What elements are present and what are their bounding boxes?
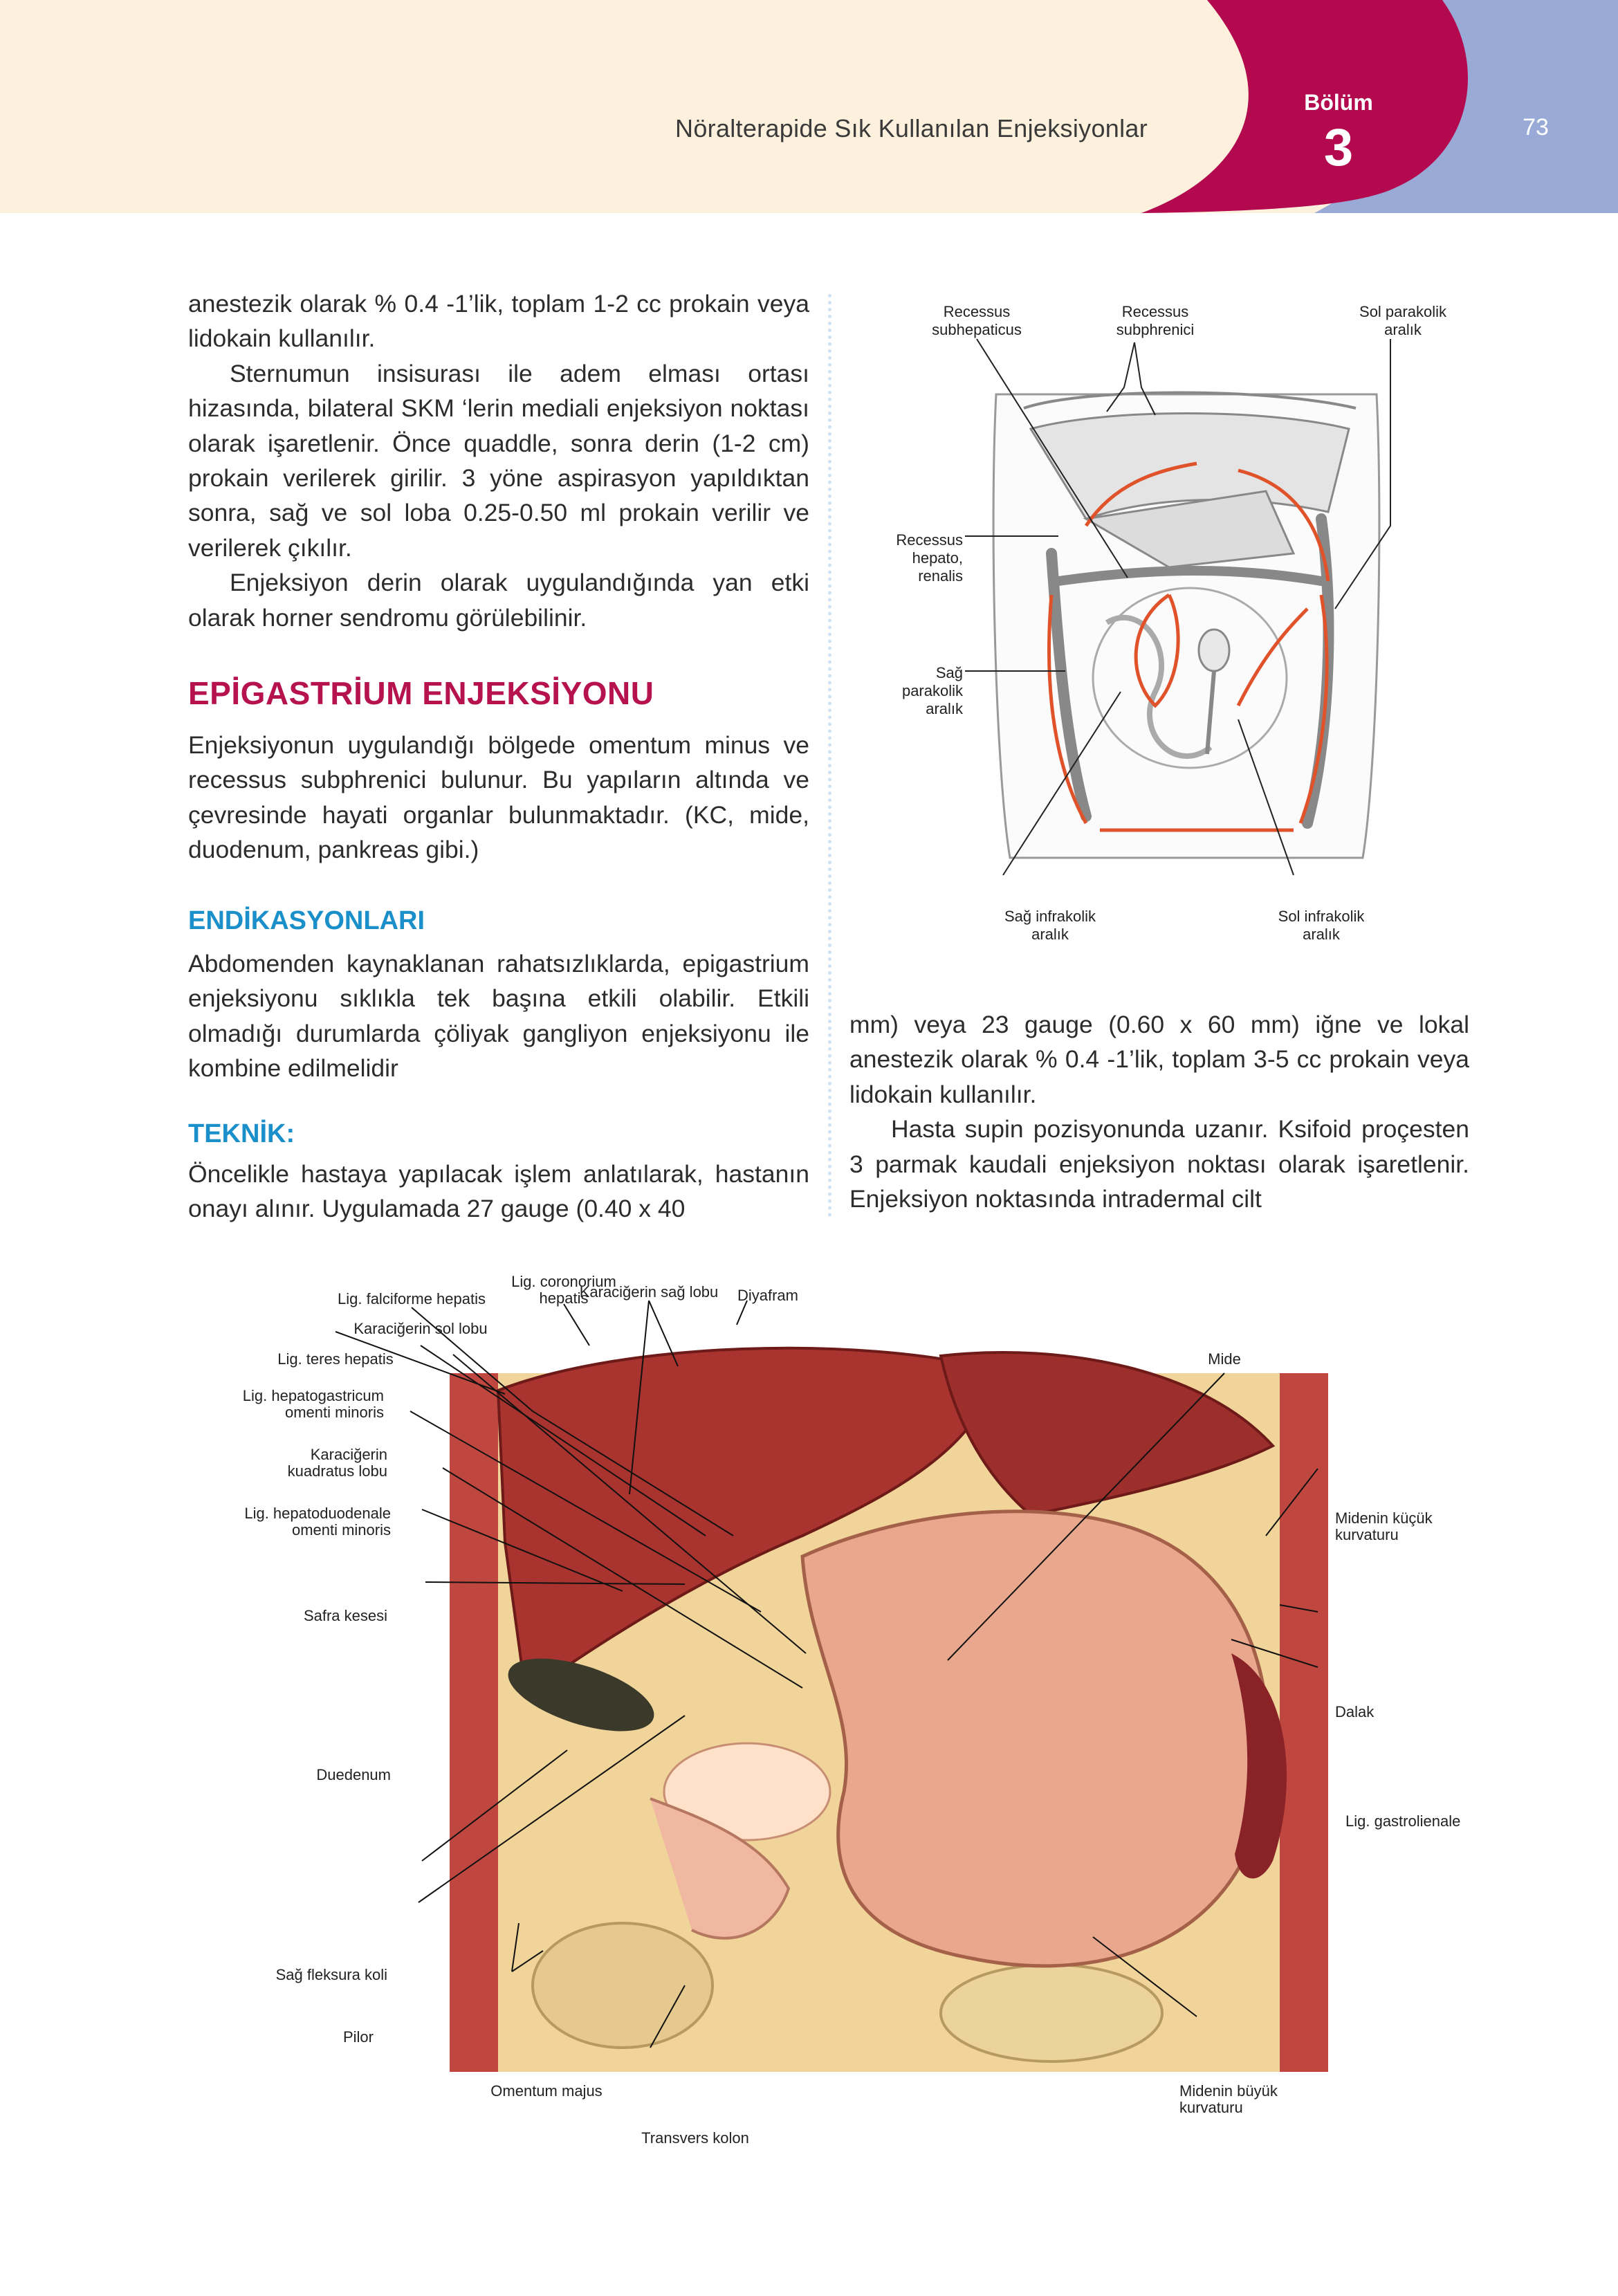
svg-text:Lig. coronoriumhepatis: Lig. coronorium hepatis	[511, 1273, 616, 1307]
svg-text:Sol parakolikaralık: Sol parakolik aralık	[1359, 303, 1446, 338]
anatomy-illustration	[450, 1348, 1328, 2072]
svg-text:Lig. gastrolienale: Lig. gastrolienale	[1345, 1812, 1461, 1830]
paragraph: Öncelikle hastaya yapılacak işlem anlatılarak, hastanın onayı alınır. Uygulamada 27 gauge (0.40 x 40	[188, 1160, 809, 1223]
svg-text:Sağ fleksura koli: Sağ fleksura koli	[275, 1966, 387, 1983]
svg-text:Recessushepato,renalis: Recessus hepato, renalis	[896, 531, 963, 585]
svg-text:Diyafram: Diyafram	[737, 1287, 799, 1304]
paragraph: Abdomenden kaynaklanan rahatsızlıklarda, epigastrium enjeksiyonu sıklıkla tek başına etkili olabilir. Etkili olmadığı durumlarda çöliyak gangliyon enjeksiyonu ile kombine edilmelidir	[188, 950, 809, 1083]
svg-text:Omentum majus: Omentum majus	[490, 2082, 603, 2100]
svg-text:Pilor: Pilor	[342, 2028, 374, 2046]
abdomen-drawing	[993, 393, 1379, 858]
svg-text:Transvers kolon: Transvers kolon	[641, 2129, 749, 2147]
abdominal-spaces-figure	[879, 291, 1473, 968]
svg-text:Midenin büyükkurvaturu: Midenin büyük kurvaturu	[1179, 2082, 1278, 2116]
chapter-label: Bölüm	[1304, 90, 1373, 115]
svg-text:Sol infrakolikaralık: Sol infrakolik aralık	[1278, 908, 1365, 943]
section-text	[188, 728, 809, 867]
section-title: EPİGASTRİUM ENJEKSİYONU	[188, 675, 654, 711]
svg-text:Karaciğerin sağ lobu: Karaciğerin sağ lobu	[579, 1283, 719, 1301]
paragraph: mm) veya 23 gauge (0.60 x 60 mm) iğne ve lokal anestezik olarak % 0.4 -1’lik, toplam 3-5 cc prokain veya lidokain kullanılır.	[849, 1011, 1469, 1108]
upper-abdomen-figure	[235, 1266, 1480, 2165]
svg-text:Lig. hepatogastricumomenti min: Lig. hepatogastricum omenti minoris	[242, 1387, 384, 1421]
running-title: Nöralterapide Sık Kullanılan Enjeksiyonlar	[675, 114, 1148, 143]
svg-text:Recessussubhepaticus: Recessus subhepaticus	[932, 303, 1022, 338]
svg-text:Safra kesesi: Safra kesesi	[303, 1607, 387, 1624]
paragraph: Sternumun insisurası ile adem elması ortası hizasında, bilateral SKM ‘lerin mediali enjeksiyon noktası olarak işaretlenir. Önce quaddle, sonra derin (1-2 cm) prokain verilerek girilir. 3 yöne aspirasyon yapıldıktan sonra, sağ ve sol loba 0.25-0.50 ml prokain verilir ve verilerek çıkılır.	[188, 359, 809, 562]
svg-text:Dalak: Dalak	[1335, 1703, 1375, 1720]
column-divider	[828, 294, 831, 1218]
indications-heading: ENDİKASYONLARI	[188, 906, 425, 935]
technique-heading: TEKNİK:	[188, 1119, 295, 1148]
technique-text	[188, 1157, 809, 1227]
svg-text:Lig. teres hepatis: Lig. teres hepatis	[277, 1350, 394, 1368]
paragraph: anestezik olarak % 0.4 -1’lik, toplam 1-2 cc prokain veya lidokain kullanılır.	[188, 290, 809, 353]
svg-text:Sağparakolikaralık: Sağ parakolik aralık	[901, 664, 963, 717]
paragraph: Enjeksiyon derin olarak uygulandığında yan etki olarak horner sendromu görülebilinir.	[188, 569, 809, 632]
svg-text:Duedenum: Duedenum	[316, 1766, 391, 1783]
paragraph: Hasta supin pozisyonunda uzanır. Ksifoid proçesten 3 parmak kaudali enjeksiyon noktası olarak işaretlenir. Enjeksiyon noktasında intradermal cilt	[849, 1115, 1469, 1213]
svg-text:Recessussubphrenici: Recessus subphrenici	[1116, 303, 1195, 338]
svg-text:Karaciğerinkuadratus lobu: Karaciğerin kuadratus lobu	[287, 1446, 387, 1480]
svg-text:Lig. hepatoduodenaleomenti min: Lig. hepatoduodenale omenti minoris	[244, 1505, 391, 1539]
indications-text	[188, 946, 809, 1086]
svg-text:Karaciğerin sol lobu: Karaciğerin sol lobu	[353, 1320, 488, 1337]
svg-text:Lig. falciforme hepatis: Lig. falciforme hepatis	[338, 1290, 486, 1307]
chapter-number: 3	[1323, 118, 1354, 177]
svg-text:Sağ infrakolikaralık: Sağ infrakolik aralık	[1004, 908, 1096, 943]
svg-text:Mide: Mide	[1208, 1350, 1241, 1368]
paragraph: Enjeksiyonun uygulandığı bölgede omentum minus ve recessus subphrenici bulunur. Bu yapıların altında ve çevresinde hayati organlar bulunmaktadır. (KC, mide, duodenum, pankreas gibi.)	[188, 731, 809, 864]
intro-text	[188, 286, 809, 635]
svg-text:Midenin küçükkurvaturu: Midenin küçük kurvaturu	[1335, 1509, 1433, 1543]
right-column-text	[849, 1007, 1469, 1216]
page-number: 73	[1523, 114, 1549, 140]
